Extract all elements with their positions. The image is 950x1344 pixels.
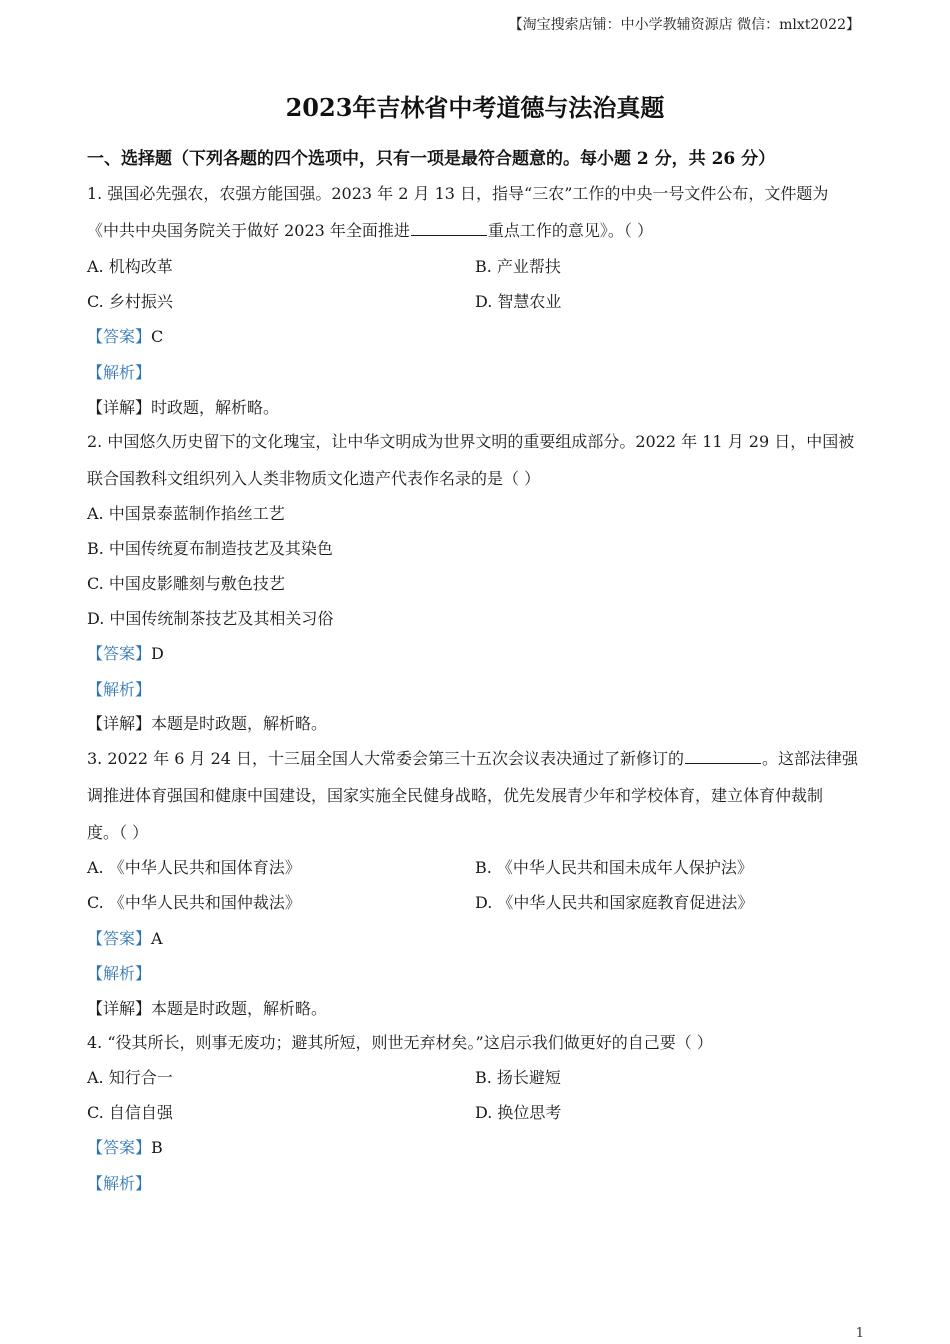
question-1-analysis-label: 【解析】 [87,363,152,382]
answer-value: A [151,929,163,948]
question-4-option-c: C. 自信自强 [87,1103,173,1122]
detail-label: 【详解】 [87,999,152,1018]
question-2-analysis-label: 【解析】 [87,680,152,699]
detail-text: 本题是时政题，解析略。 [151,714,328,733]
question-2-option-b: B. 中国传统夏布制造技艺及其染色 [87,539,333,558]
question-2-stem-continued: 联合国教科文组织列入人类非物质文化遗产代表作名录的是（ ） [87,469,541,488]
answer-label: 【答案】 [87,929,152,948]
question-2-answer [87,641,164,664]
question-1-option-d: D. 智慧农业 [475,292,562,311]
answer-value: C [151,327,164,346]
question-3-option-d: D. 《中华人民共和国家庭教育促进法》 [475,893,754,912]
detail-text: 本题是时政题，解析略。 [151,999,328,1018]
question-1-stem: 1. 强国必先强农，农强方能国强。2023 年 2 月 13 日，指导“三农”工作的中央一号文件公布，文件题为 [87,184,829,203]
question-1-option-c: C. 乡村振兴 [87,292,173,311]
question-2-detail [87,711,327,734]
page-title: 2023年吉林省中考道德与法治真题 [285,93,665,122]
question-3-stem-before-blank: 3. 2022 年 6 月 24 日，十三届全国人大常委会第三十五次会议表决通过了新修订的 [87,749,685,768]
question-3-analysis-label: 【解析】 [87,964,152,983]
question-3-option-b: B. 《中华人民共和国未成年人保护法》 [475,858,753,877]
question-1-detail [87,395,279,418]
detail-text: 时政题，解析略。 [151,398,280,417]
section-heading: 一、选择题（下列各题的四个选项中，只有一项是最符合题意的。每小题 2 分，共 26 分） [87,149,776,169]
question-3-option-a: A. 《中华人民共和国体育法》 [87,858,301,877]
question-3-stem-continued: 调推进体育强国和健康中国建设，国家实施全民健身战略，优先发展青少年和学校体育，建立体育仲裁制 [87,786,824,805]
answer-value: B [151,1138,163,1157]
question-4-stem: 4. “役其所长，则事无废功；避其所短，则世无弃材矣。”这启示我们做更好的自己要（ ） [87,1033,713,1052]
question-3-detail [87,996,327,1019]
detail-label: 【详解】 [87,714,152,733]
question-3-option-c: C. 《中华人民共和国仲裁法》 [87,893,301,912]
question-4-answer [87,1135,163,1158]
detail-label: 【详解】 [87,398,152,417]
question-1-stem-continued [87,218,653,241]
question-2-option-c: C. 中国皮影雕刻与敷色技艺 [87,574,285,593]
question-3-stem-end: 度。（ ） [87,823,149,842]
question-4-analysis-label: 【解析】 [87,1174,152,1193]
question-3-stem [87,746,858,769]
question-1-answer [87,324,163,347]
answer-value: D [151,644,164,663]
question-1-stem-before-blank: 《中共中央国务院关于做好 2023 年全面推进 [87,221,410,240]
question-4-option-b: B. 扬长避短 [475,1068,561,1087]
question-2-stem: 2. 中国悠久历史留下的文化瑰宝，让中华文明成为世界文明的重要组成部分。2022 年 11 月 29 日，中国被 [87,432,855,451]
question-2-option-d: D. 中国传统制茶技艺及其相关习俗 [87,609,334,628]
question-3-answer [87,926,163,949]
question-3-stem-after-blank: 。这部法律强 [762,749,859,768]
answer-blank [685,749,761,764]
answer-blank [411,221,487,236]
answer-label: 【答案】 [87,644,152,663]
question-4-option-d: D. 换位思考 [475,1103,562,1122]
answer-label: 【答案】 [87,327,152,346]
question-4-option-a: A. 知行合一 [87,1068,173,1087]
question-2-option-a: A. 中国景泰蓝制作掐丝工艺 [87,504,285,523]
answer-label: 【答案】 [87,1138,152,1157]
page-number: 1 [855,1326,864,1341]
header-note: 【淘宝搜索店铺：中小学教辅资源店 微信：mlxt2022】 [508,17,860,33]
question-1-option-b: B. 产业帮扶 [475,257,561,276]
question-1-option-a: A. 机构改革 [87,257,173,276]
question-1-stem-after-blank: 重点工作的意见》。（ ） [487,221,653,240]
